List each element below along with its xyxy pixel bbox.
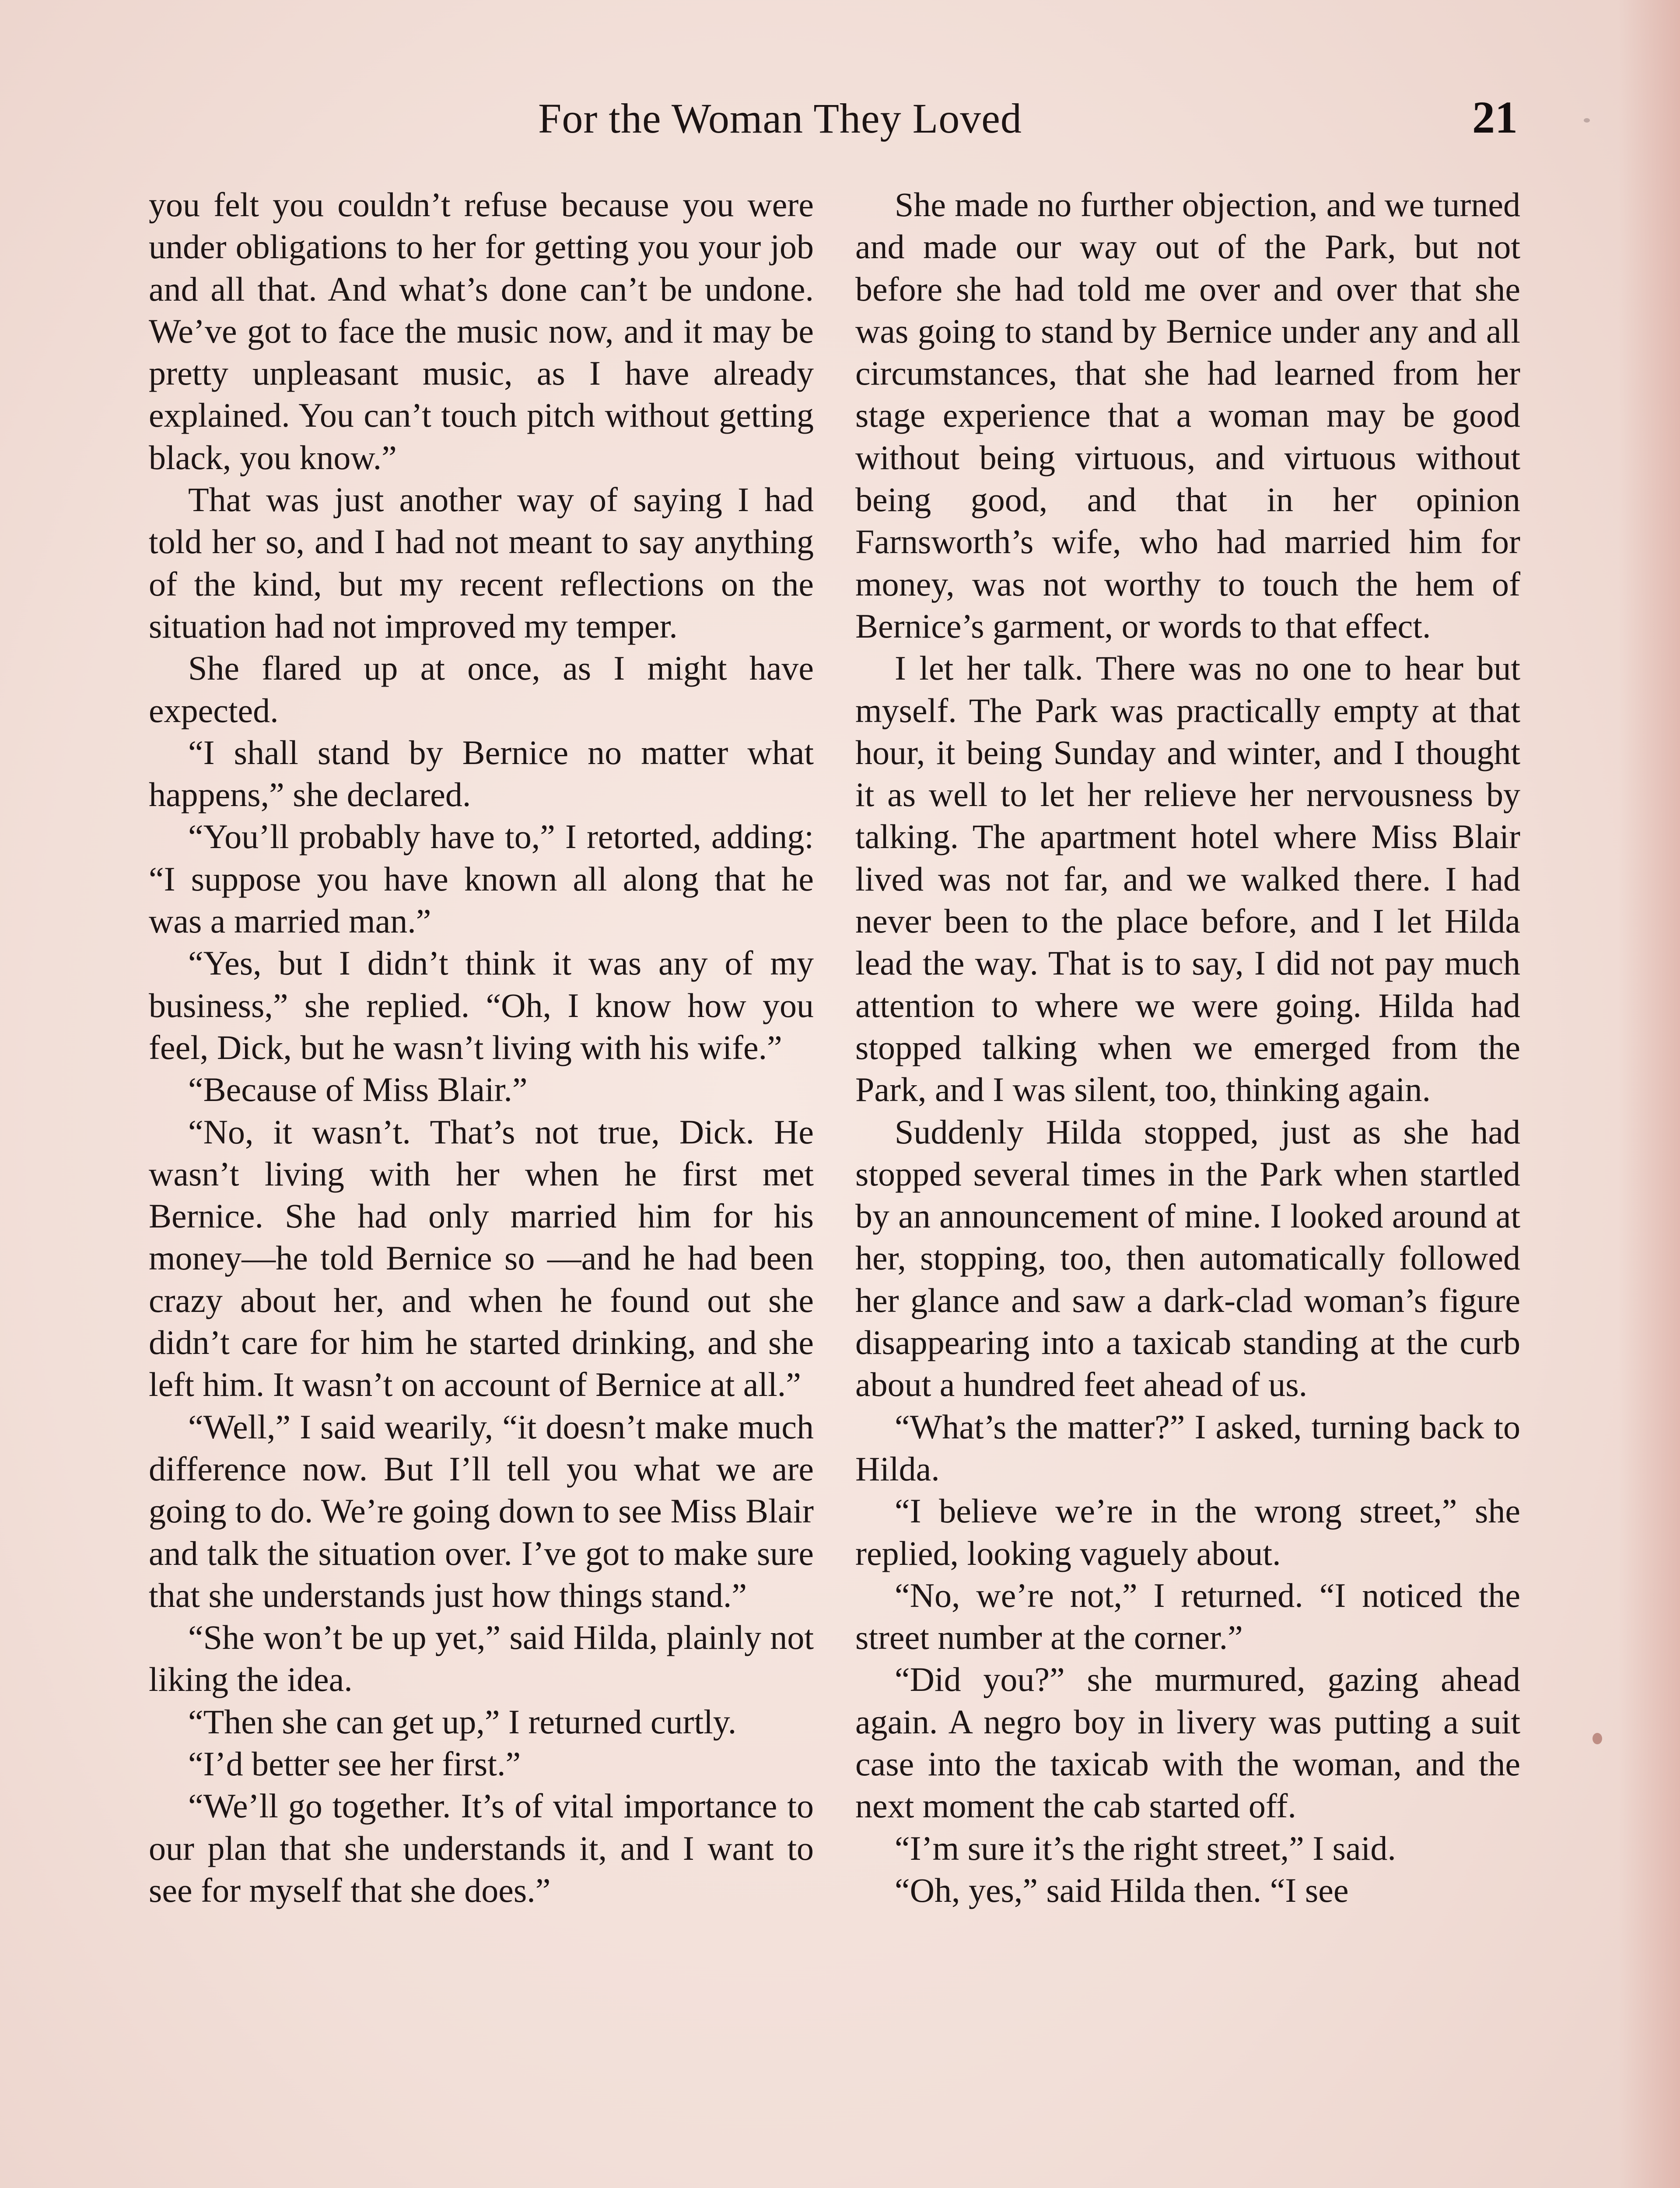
paper-blemish [1592,1733,1602,1744]
paragraph: “No, it wasn’t. That’s not true, Dick. He wasn’t living with her when he first met Bernice. She had only married him for his money—he told Bernice so —and he had been crazy about her, and when he found out she didn’t care for him he started drinking, and she left him. It wasn’t on account of Bernice at all.” [149,1112,814,1404]
paragraph: “Oh, yes,” said Hilda then. “I see [895,1871,1349,1909]
paragraph: you felt you couldn’t refuse because you were under obligations to her for getting you your job and all that. And what’s done can’t be undone. We’ve got to face the music now, and it may be pretty unpleasant music, as I have already explained. You can’t touch pitch without getting black, you know.” [149,186,814,477]
paragraph: “I shall stand by Bernice no matter what happens,” she declared. [149,733,814,814]
paragraph: I let her talk. There was no one to hear but myself. The Park was practically empty at that hour, it being Sunday and winter, and I thought it as well to let her relieve her nervousness by talking. The apartment hotel where Miss Blair lived was not far, and we walked there. I had never been to the place before, and I let Hilda lead the way. That is to say, I did not pay much attention to where we were going. Hilda had stopped talking when we emerged from the Park, and I was silent, too, thinking again. [855,649,1520,1109]
paragraph: “Did you?” she murmured, gazing ahead again. A negro boy in livery was putting a suit case into the taxicab with the woman, and the next moment the cab started off. [855,1660,1520,1825]
running-title: For the Woman They Loved [538,95,1022,142]
paragraph: “Because of Miss Blair.” [188,1070,528,1109]
paragraph: That was just another way of saying I had told her so, and I had not meant to say anything of the kind, but my recent reflections on the situation had not improved my temper. [149,480,814,645]
paragraph: “What’s the matter?” I asked, turning back to Hilda. [855,1407,1520,1488]
paragraph: “I’m sure it’s the right street,” I said. [895,1829,1396,1867]
paper-blemish [1584,118,1590,123]
paragraph: She made no further objection, and we turned and made our way out of the Park, but not before she had told me over and over that she was going to stand by Bernice under any and all circumstances, that she had learned from her stage experience that a woman may be good without being virtuous, and virtuous without being good, and that in her opinion Farnsworth’s wife, who had married him for money, was not worthy to touch the hem of Bernice’s garment, or words to that effect. [855,186,1520,645]
page-header [0,94,1680,168]
right-text-column [855,184,1520,1911]
paragraph: “Yes, but I didn’t think it was any of my business,” she replied. “Oh, I know how you feel, Dick, but he wasn’t living with his wife.” [149,944,814,1066]
left-text-column [149,184,814,1911]
page-edge-shading [1619,0,1680,2188]
paragraph: “You’ll probably have to,” I retorted, adding: “I suppose you have known all along that he was a married man.” [149,817,814,940]
page-number: 21 [1472,92,1518,143]
paragraph: She flared up at once, as I might have expected. [149,649,814,729]
paragraph: “She won’t be up yet,” said Hilda, plainly not liking the idea. [149,1618,814,1699]
paragraph: “I’d better see her first.” [188,1744,521,1783]
paragraph: “Well,” I said wearily, “it doesn’t make much difference now. But I’ll tell you what we are going to do. We’re going down to see Miss Blair and talk the situation over. I’ve got to make sure that she understands just how things stand.” [149,1407,814,1614]
paragraph: “We’ll go together. It’s of vital importance to our plan that she understands it, and I want to see for myself that she does.” [149,1787,814,1909]
paragraph: “Then she can get up,” I returned curtly. [188,1702,737,1741]
paragraph: “I believe we’re in the wrong street,” she replied, looking vaguely about. [855,1492,1520,1572]
paragraph: “No, we’re not,” I returned. “I noticed the street number at the corner.” [855,1576,1520,1657]
paragraph: Suddenly Hilda stopped, just as she had stopped several times in the Park when startled by an announcement of mine. I looked around at her, stopping, too, then automatically followed her glance and saw a dark-clad woman’s figure disappearing into a taxicab standing at the curb about a hundred feet ahead of us. [855,1112,1520,1404]
